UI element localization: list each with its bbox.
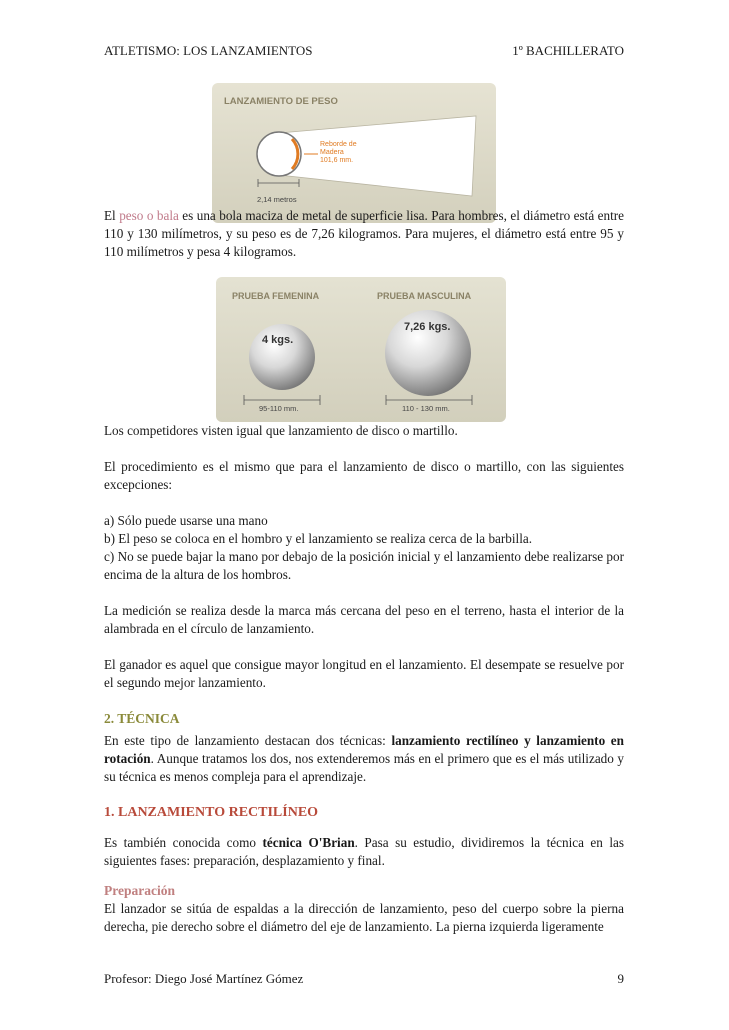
rule-item: a) Sólo puede usarse una mano [104,513,268,528]
diameter-label: 2,14 metros [257,195,297,204]
para-measurement: La medición se realiza desde la marca más cercana del peso en el terreno, hasta el interior de la alambrada en el círculo de lanzamiento. [104,603,624,636]
para-shot-description: El peso o bala es una bola maciza de metal de superficie lisa. Para hombres, el diámetro está entre 110 y 130 milímetros, y su peso es de 7,26 kilogramos. Para mujeres, el diámetro está entre 95 y 110 milímetros y pesa 4 kilogramos. [104,208,624,259]
rim-label-2: Madera [320,149,344,156]
men-weight: 7,26 kgs. [404,321,451,333]
header-title: ATLETISMO: LOS LANZAMIENTOS [104,43,313,58]
term-highlight: peso o bala [119,208,179,223]
men-title: PRUEBA MASCULINA [377,291,472,301]
women-diameter: 95-110 mm. [259,404,299,413]
rule-item: c) No se puede bajar la mano por debajo de la posición inicial y el lanzamiento debe realizarse por encima de la altura de los hombros. [104,549,624,582]
throwing-circle [257,132,301,176]
para-obrian: Es también conocida como técnica O'Brian. Pasa su estudio, dividiremos la técnica en las siguientes fases: preparación, desplazamiento y final. [104,835,624,868]
page-number: 9 [617,971,624,986]
rim-label-1: Reborde de [320,141,357,148]
para-procedure: El procedimiento es el mismo que para el lanzamiento de disco o martillo, con las siguientes excepciones: [104,459,624,492]
rule-item: b) El peso se coloca en el hombro y el lanzamiento se realiza cerca de la barbilla. [104,531,533,546]
page-header [104,43,624,59]
footer-author: Profesor: Diego José Martínez Gómez [104,971,304,986]
section-title-technique: 2. TÉCNICA [104,711,180,726]
page-content [104,198,624,936]
para-winner: El ganador es aquel que consigue mayor longitud en el lanzamiento. El desempate se resuelve por el segundo mejor lanzamiento. [104,657,624,690]
para-clothing: Los competidores visten igual que lanzamiento de disco o martillo. [104,423,458,438]
para-preparation: El lanzador se sitúa de espaldas a la dirección de lanzamiento, peso del cuerpo sobre la pierna derecha, pie derecho sobre el diámetro del eje de lanzamiento. La pierna izquierda ligeramente [104,901,624,934]
page-footer [104,971,624,987]
header-course: 1º BACHILLERATO [512,43,624,58]
women-title: PRUEBA FEMENINA [232,291,320,301]
figure1-title: LANZAMIENTO DE PESO [224,96,338,107]
para-techniques: En este tipo de lanzamiento destacan dos técnicas: lanzamiento rectilíneo y lanzamiento en rotación. Aunque tratamos los dos, nos extenderemos más en el primero que es el más utilizado y su técnica es menos compleja para el aprendizaje. [104,733,624,784]
men-diameter: 110 - 130 mm. [402,404,450,413]
section-title-rectilinear: 1. LANZAMIENTO RECTILÍNEO [104,805,319,820]
rim-label-3: 101,6 mm. [320,157,354,164]
women-weight: 4 kgs. [262,334,294,346]
subsection-title-preparation: Preparación [104,883,175,898]
